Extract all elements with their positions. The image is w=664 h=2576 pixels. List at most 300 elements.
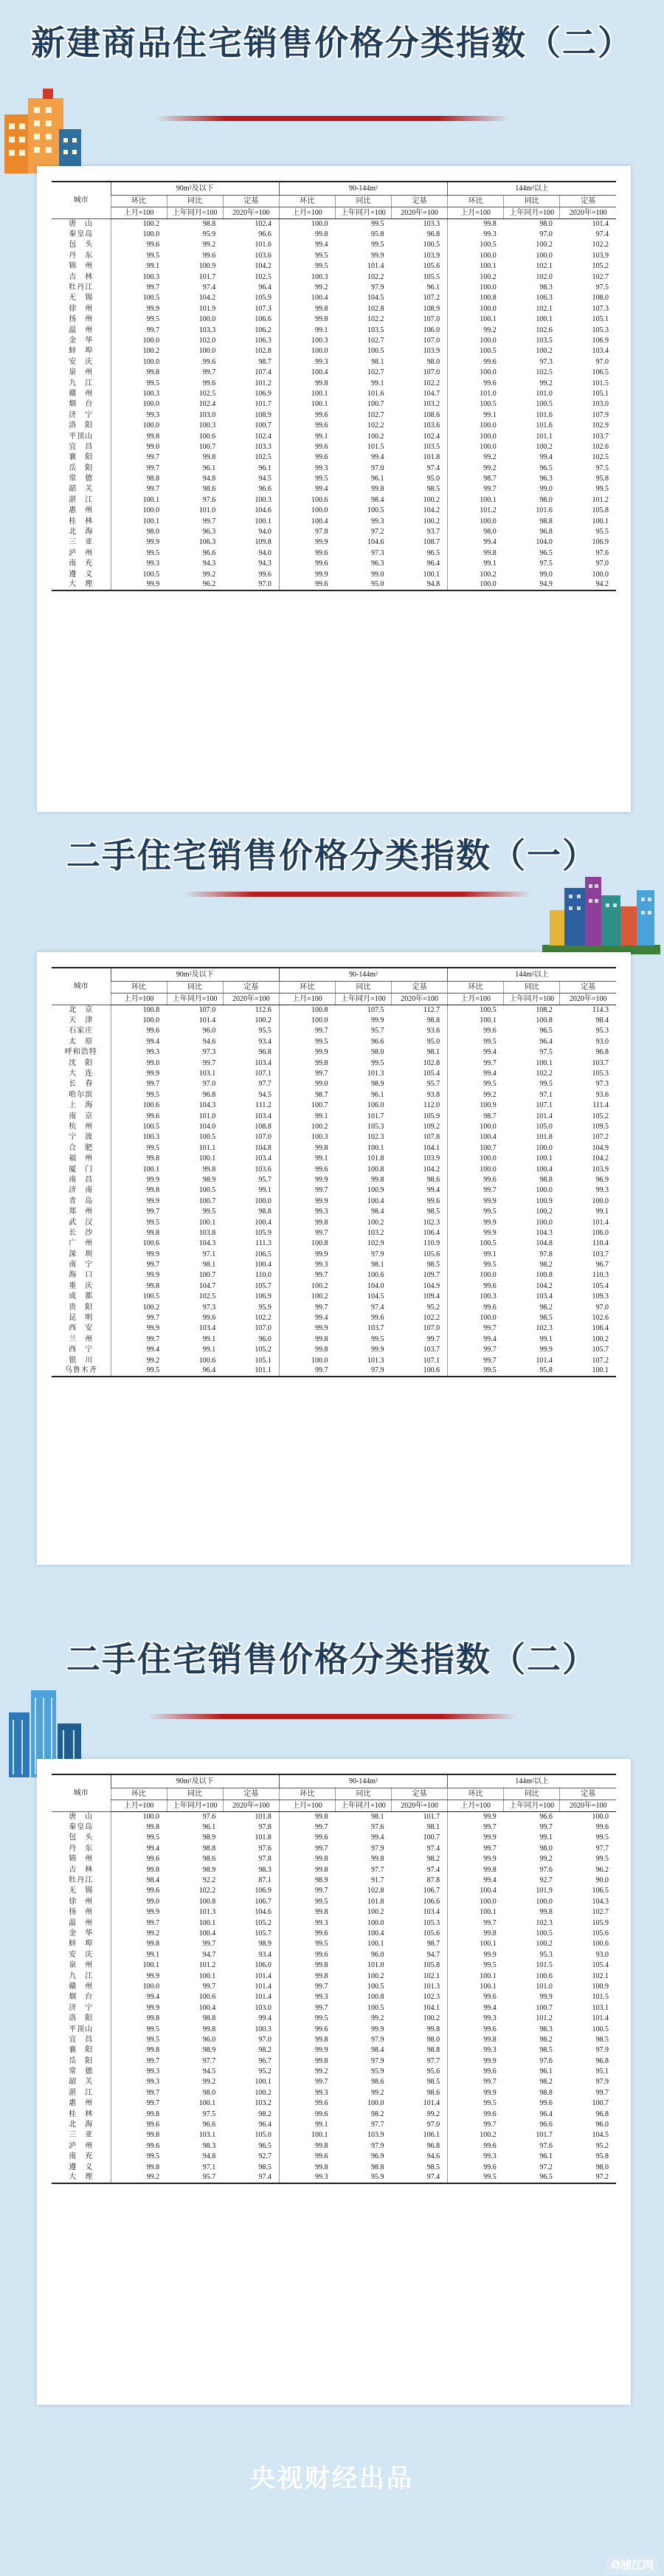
table-row [52, 367, 616, 377]
index-value: 99.4 [371, 453, 384, 462]
index-value: 99.7 [448, 1355, 504, 1366]
index-value: 99.9 [279, 1323, 335, 1334]
index-value: 99.7 [111, 1259, 167, 1270]
city-name: 洛 阳 [69, 2014, 94, 2023]
index-value: 94.6 [426, 2152, 440, 2161]
index-value: 97.0 [539, 230, 553, 239]
index-value: 98.0 [539, 219, 553, 228]
index-table [52, 1774, 616, 2184]
index-value: 98.6 [426, 2088, 440, 2097]
index-value: 110.9 [423, 1239, 440, 1248]
index-value: 98.4 [371, 495, 384, 504]
index-value: 107.0 [255, 1133, 272, 1142]
index-value: 95.7 [167, 2172, 223, 2183]
index-value: 101.1 [198, 1143, 216, 1152]
index-value: 96.2 [595, 1865, 609, 1874]
city-name: 锦 州 [69, 262, 94, 271]
index-value: 97.5 [539, 1048, 553, 1057]
index-value: 107.0 [198, 1005, 216, 1014]
table-row [52, 1132, 616, 1143]
index-value: 99.4 [448, 1068, 504, 1078]
table-row [52, 1036, 616, 1047]
index-value: 107.9 [592, 410, 609, 419]
size-group-header: 90m²及以下 [111, 968, 279, 981]
city-name: 泸 州 [69, 2141, 94, 2150]
index-value: 98.9 [202, 2046, 216, 2055]
index-value: 102.3 [423, 1218, 440, 1227]
index-value: 99.2 [448, 452, 504, 463]
index-value: 106.3 [198, 538, 216, 547]
index-value: 98.0 [111, 526, 167, 537]
index-value: 99.8 [279, 1334, 335, 1344]
index-value: 99.7 [448, 2077, 504, 2087]
index-value: 99.7 [448, 1345, 504, 1355]
city-name: 九 江 [69, 379, 94, 388]
index-value: 105.2 [255, 1918, 272, 1927]
index-value: 94.7 [202, 1950, 216, 1959]
title-underline [155, 116, 509, 121]
index-value: 99.3 [279, 463, 335, 473]
index-value: 97.8 [539, 1250, 553, 1258]
base-header: 2020年=100 [560, 207, 616, 218]
table-row [52, 1217, 616, 1227]
index-value: 100.2 [367, 432, 384, 441]
index-value: 105.0 [255, 2131, 272, 2140]
index-value: 99.8 [111, 1281, 167, 1291]
base-header: 上月=100 [448, 993, 504, 1005]
index-value: 101.4 [423, 2099, 440, 2108]
city-name: 福 州 [69, 1154, 94, 1163]
city-name: 遵 义 [69, 2163, 94, 2172]
index-value: 102.5 [198, 389, 216, 398]
index-value: 101.4 [536, 1356, 553, 1365]
index-value: 99.7 [111, 484, 167, 495]
index-value: 95.3 [595, 1027, 609, 1036]
watermark: Ø浦江网 [606, 2555, 658, 2574]
city-name: 上 海 [69, 1101, 94, 1110]
index-value: 96.4 [539, 1037, 553, 1046]
city-name: 南 宁 [69, 1261, 94, 1270]
index-value: 99.9 [448, 1854, 504, 1864]
index-value: 99.2 [111, 1355, 167, 1366]
index-value: 103.4 [198, 1324, 216, 1333]
index-value: 102.4 [255, 432, 272, 441]
city-name: 桂 林 [69, 517, 94, 526]
index-value: 99.0 [111, 441, 167, 452]
index-value: 106.0 [255, 1961, 272, 1970]
index-value: 99.9 [111, 1249, 167, 1259]
index-value: 96.1 [371, 1090, 384, 1099]
index-value: 99.5 [448, 2172, 504, 2183]
index-value: 99.6 [279, 2152, 335, 2162]
index-value: 91.7 [371, 1876, 384, 1885]
index-value: 99.7 [279, 1302, 335, 1312]
index-value: 95.9 [258, 1303, 272, 1312]
index-value: 100.0 [448, 282, 504, 292]
index-value: 99.6 [426, 1196, 440, 1205]
index-value: 99.8 [111, 2162, 167, 2172]
index-value: 99.1 [202, 1335, 216, 1343]
index-value: 109.2 [423, 1122, 440, 1131]
index-value: 97.7 [258, 1080, 272, 1089]
index-value: 100.7 [198, 442, 216, 451]
index-value: 98.0 [202, 2088, 216, 2097]
index-value: 104.1 [423, 1143, 440, 1152]
city-name: 贵 阳 [69, 1303, 94, 1312]
index-value: 98.2 [539, 2078, 553, 2087]
index-value: 100.6 [198, 1993, 216, 2002]
index-value: 100.1 [448, 1907, 504, 1918]
table-row [52, 1058, 616, 1068]
index-value: 105.1 [592, 315, 609, 324]
index-value: 96.6 [202, 2121, 216, 2129]
index-value: 99.5 [111, 250, 167, 261]
index-table [52, 181, 616, 591]
index-value: 99.1 [279, 1111, 335, 1121]
index-value: 98.9 [202, 1865, 216, 1874]
index-value: 100.1 [536, 315, 553, 324]
index-value: 99.1 [448, 410, 504, 420]
index-value: 97.1 [202, 1250, 216, 1258]
index-value: 101.8 [255, 1833, 272, 1842]
index-value: 106.1 [423, 2131, 440, 2140]
index-value: 99.8 [279, 1854, 335, 1864]
index-value: 100.4 [536, 1165, 553, 1174]
city-name: 湛 江 [69, 2088, 94, 2097]
city-name: 岳 阳 [69, 2056, 94, 2065]
city-name: 徐 州 [69, 1897, 94, 1906]
section-title: 二手住宅销售价格分类指数（一） [66, 836, 598, 875]
index-value: 99.2 [279, 2066, 335, 2076]
index-value: 94.0 [258, 528, 272, 537]
index-value: 99.5 [371, 1058, 384, 1067]
index-value: 95.0 [335, 579, 391, 590]
city-name: 吉 林 [69, 272, 94, 281]
index-value: 103.1 [198, 1070, 216, 1078]
city-name: 常 德 [69, 2067, 94, 2076]
index-value: 97.9 [371, 2141, 384, 2150]
index-value: 100.3 [255, 2025, 272, 2033]
index-value: 99.6 [448, 2162, 504, 2172]
index-value: 100.0 [279, 1015, 335, 1025]
index-value: 97.0 [595, 357, 609, 366]
index-value: 100.7 [536, 2003, 553, 2012]
index-value: 99.8 [279, 2034, 335, 2045]
index-value: 100.8 [111, 1005, 167, 1015]
index-value: 99.7 [111, 2056, 167, 2066]
index-value: 100.6 [111, 1101, 167, 1111]
table-row [52, 1875, 616, 1885]
index-value: 100.5 [448, 399, 504, 410]
index-value: 100.0 [367, 2099, 384, 2108]
index-value: 100.6 [198, 432, 216, 441]
index-value: 100.5 [536, 400, 553, 409]
index-value: 104.2 [423, 506, 440, 515]
index-value: 100.0 [448, 1270, 504, 1281]
index-value: 99.1 [279, 325, 335, 335]
index-value: 112.7 [423, 1005, 440, 1014]
index-value: 103.9 [423, 251, 440, 260]
index-value: 102.9 [367, 1239, 384, 1248]
index-value: 98.2 [539, 1303, 553, 1312]
index-value: 98.7 [448, 473, 504, 483]
index-value: 99.3 [279, 357, 335, 367]
metric-header: 定基 [560, 981, 616, 993]
index-value: 99.9 [111, 1196, 167, 1206]
index-value: 97.3 [539, 357, 553, 366]
metric-header: 环比 [111, 1788, 167, 1800]
index-value: 99.2 [202, 2078, 216, 2087]
size-group-header: 90-144m² [279, 1774, 447, 1788]
index-value: 100.5 [448, 240, 504, 250]
index-value: 102.3 [536, 1324, 553, 1333]
index-value: 99.5 [279, 1036, 335, 1047]
index-value: 94.6 [202, 1037, 216, 1046]
city-name: 金 华 [69, 1929, 94, 1938]
index-value: 102.4 [198, 400, 216, 409]
index-value: 96.1 [202, 1823, 216, 1832]
index-value: 98.8 [202, 1844, 216, 1853]
index-value: 105.9 [592, 1918, 609, 1927]
table-row [52, 1918, 616, 1928]
base-header: 2020年=100 [560, 993, 616, 1005]
table-row [52, 1971, 616, 1981]
index-value: 97.7 [426, 2056, 440, 2065]
index-value: 99.5 [111, 1366, 167, 1376]
index-value: 98.2 [258, 2046, 272, 2055]
index-value: 102.8 [255, 347, 272, 356]
index-value: 99.5 [111, 2034, 167, 2045]
index-value: 104.9 [423, 1281, 440, 1290]
index-value: 101.8 [367, 1154, 384, 1163]
index-value: 97.7 [202, 2056, 216, 2065]
index-value: 99.5 [111, 314, 167, 325]
index-value: 94.5 [202, 2067, 216, 2076]
index-value: 100.2 [367, 1218, 384, 1227]
index-value: 100.9 [198, 262, 216, 271]
index-value: 97.3 [202, 1303, 216, 1312]
index-value: 99.8 [279, 303, 335, 314]
index-value: 98.8 [539, 1175, 553, 1184]
index-value: 93.6 [595, 1090, 609, 1099]
index-value: 100.2 [592, 1335, 609, 1343]
index-value: 106.3 [536, 294, 553, 303]
section-title: 新建商品住宅销售价格分类指数（二） [31, 23, 633, 63]
index-value: 99.8 [279, 2056, 335, 2066]
index-value: 99.8 [371, 485, 384, 494]
index-value: 99.8 [111, 1227, 167, 1238]
index-value: 99.9 [111, 1270, 167, 1281]
index-value: 95.2 [258, 2067, 272, 2076]
metric-header: 同比 [335, 1788, 391, 1800]
index-value: 98.2 [371, 2110, 384, 2118]
index-value: 101.6 [367, 389, 384, 398]
index-value: 97.0 [426, 2121, 440, 2129]
index-value: 103.4 [592, 347, 609, 356]
index-value: 99.4 [448, 537, 504, 548]
index-value: 99.9 [448, 1217, 504, 1227]
index-value: 99.8 [202, 2025, 216, 2033]
table-row [52, 1089, 616, 1100]
city-name: 遵 义 [69, 570, 94, 579]
index-value: 100.0 [367, 1918, 384, 1927]
table-row [52, 2024, 616, 2034]
index-value: 99.5 [448, 1036, 504, 1047]
index-value: 93.0 [595, 1950, 609, 1959]
index-value: 97.7 [371, 2121, 384, 2129]
index-value: 109.7 [423, 1271, 440, 1280]
index-value: 98.6 [202, 485, 216, 494]
index-value: 95.8 [371, 230, 384, 239]
index-value: 99.9 [111, 579, 167, 590]
index-value: 94.8 [202, 2152, 216, 2161]
index-value: 107.1 [536, 1101, 553, 1110]
index-value: 99.5 [111, 548, 167, 558]
index-value: 98.0 [448, 526, 504, 537]
index-value: 99.9 [279, 569, 335, 579]
index-value: 97.5 [595, 464, 609, 472]
table-row [52, 282, 616, 292]
table-row [52, 293, 616, 303]
base-header: 上月=100 [279, 993, 335, 1005]
index-value: 97.7 [595, 1844, 609, 1853]
index-value: 99.9 [371, 251, 384, 260]
index-value: 107.0 [423, 336, 440, 345]
index-value: 100.5 [367, 506, 384, 515]
table-row [52, 250, 616, 261]
table-row [52, 1227, 616, 1238]
index-value: 100.0 [448, 516, 504, 526]
index-value: 104.0 [198, 1122, 216, 1131]
index-value: 98.5 [539, 1314, 553, 1323]
index-value: 105.9 [255, 294, 272, 303]
index-value: 95.1 [595, 2067, 609, 2076]
table-row [52, 1005, 616, 1015]
index-value: 102.5 [592, 453, 609, 462]
index-value: 100.0 [592, 1812, 609, 1821]
table-row [52, 579, 616, 590]
index-value: 100.2 [536, 241, 553, 249]
index-value: 102.4 [255, 219, 272, 228]
index-value: 103.6 [423, 421, 440, 430]
base-header: 上月=100 [111, 1800, 167, 1811]
index-value: 98.5 [426, 1208, 440, 1216]
table-row [52, 410, 616, 420]
city-name: 西 宁 [69, 1346, 94, 1354]
index-value: 99.8 [111, 2130, 167, 2141]
table-row [52, 2002, 616, 2013]
index-value: 99.2 [202, 241, 216, 249]
index-value: 96.1 [258, 464, 272, 472]
metric-header: 同比 [504, 1788, 560, 1800]
city-name: 宜 昌 [69, 442, 94, 451]
index-value: 105.6 [592, 1929, 609, 1938]
index-value: 99.4 [539, 453, 553, 462]
index-value: 98.6 [202, 1855, 216, 1864]
index-value: 100.6 [392, 1366, 448, 1376]
index-value: 100.1 [111, 1164, 167, 1174]
index-value: 96.1 [426, 283, 440, 292]
index-value: 99.0 [279, 1079, 335, 1089]
size-group-header: 90m²及以下 [111, 1774, 279, 1788]
index-value: 106.6 [255, 315, 272, 324]
index-value: 103.9 [423, 347, 440, 356]
index-value: 109.4 [423, 1292, 440, 1301]
metric-header: 环比 [448, 195, 504, 207]
index-value: 96.1 [539, 2152, 553, 2161]
index-value: 96.0 [371, 1950, 384, 1959]
city-skyline-icon [542, 869, 660, 954]
index-value: 100.4 [279, 367, 335, 377]
city-name: 合 肥 [69, 1143, 94, 1152]
index-value: 99.8 [371, 1175, 384, 1184]
index-value: 99.9 [448, 1811, 504, 1822]
index-value: 98.8 [426, 2046, 440, 2055]
index-value: 104.5 [367, 1292, 384, 1301]
index-value: 102.7 [367, 410, 384, 419]
table-row [52, 325, 616, 335]
index-value: 98.0 [371, 1048, 384, 1057]
city-name: 南 充 [69, 2152, 94, 2161]
index-value: 97.2 [560, 2172, 616, 2183]
index-value: 104.3 [592, 1897, 609, 1906]
city-name: 北 海 [69, 528, 94, 537]
index-value: 100.4 [448, 1132, 504, 1143]
index-value: 99.3 [279, 1259, 335, 1270]
index-value: 101.0 [536, 389, 553, 398]
index-value: 108.2 [536, 1005, 553, 1014]
table-row [52, 1345, 616, 1355]
index-value: 99.6 [202, 379, 216, 388]
index-value: 100.5 [367, 1982, 384, 1991]
index-value: 102.3 [423, 1993, 440, 2002]
index-value: 103.9 [592, 1165, 609, 1174]
index-value: 98.8 [202, 2014, 216, 2023]
base-header: 上月=100 [448, 207, 504, 218]
index-value: 102.4 [423, 432, 440, 441]
index-value: 102.7 [367, 336, 384, 345]
city-name: 昆 明 [69, 1314, 94, 1323]
table-row [52, 2066, 616, 2076]
metric-header: 同比 [504, 981, 560, 993]
index-value: 96.4 [426, 559, 440, 568]
index-value: 99.6 [448, 1174, 504, 1185]
city-name: 济 南 [69, 1186, 94, 1195]
index-value: 100.6 [367, 1271, 384, 1280]
index-value: 99.5 [279, 1939, 335, 1949]
index-value: 100.1 [536, 1154, 553, 1163]
index-value: 100.2 [423, 517, 440, 526]
table-row [52, 1206, 616, 1216]
index-value: 99.8 [279, 1960, 335, 1970]
base-header: 上月=100 [279, 1800, 335, 1811]
city-name: 成 都 [69, 1292, 94, 1301]
metric-header: 环比 [448, 1788, 504, 1800]
index-value: 99.7 [111, 282, 167, 292]
city-header: 城市 [52, 1774, 111, 1811]
index-value: 101.3 [198, 1908, 216, 1917]
index-value: 107.8 [423, 1133, 440, 1142]
index-value: 99.3 [111, 2066, 167, 2076]
metric-header: 环比 [111, 195, 167, 207]
index-value: 99.6 [279, 559, 335, 569]
index-value: 102.1 [536, 262, 553, 271]
metric-header: 同比 [335, 195, 391, 207]
index-value: 95.9 [371, 2067, 384, 2076]
index-value: 98.3 [202, 2141, 216, 2150]
index-value: 98.0 [426, 2035, 440, 2044]
table-row [52, 1259, 616, 1270]
